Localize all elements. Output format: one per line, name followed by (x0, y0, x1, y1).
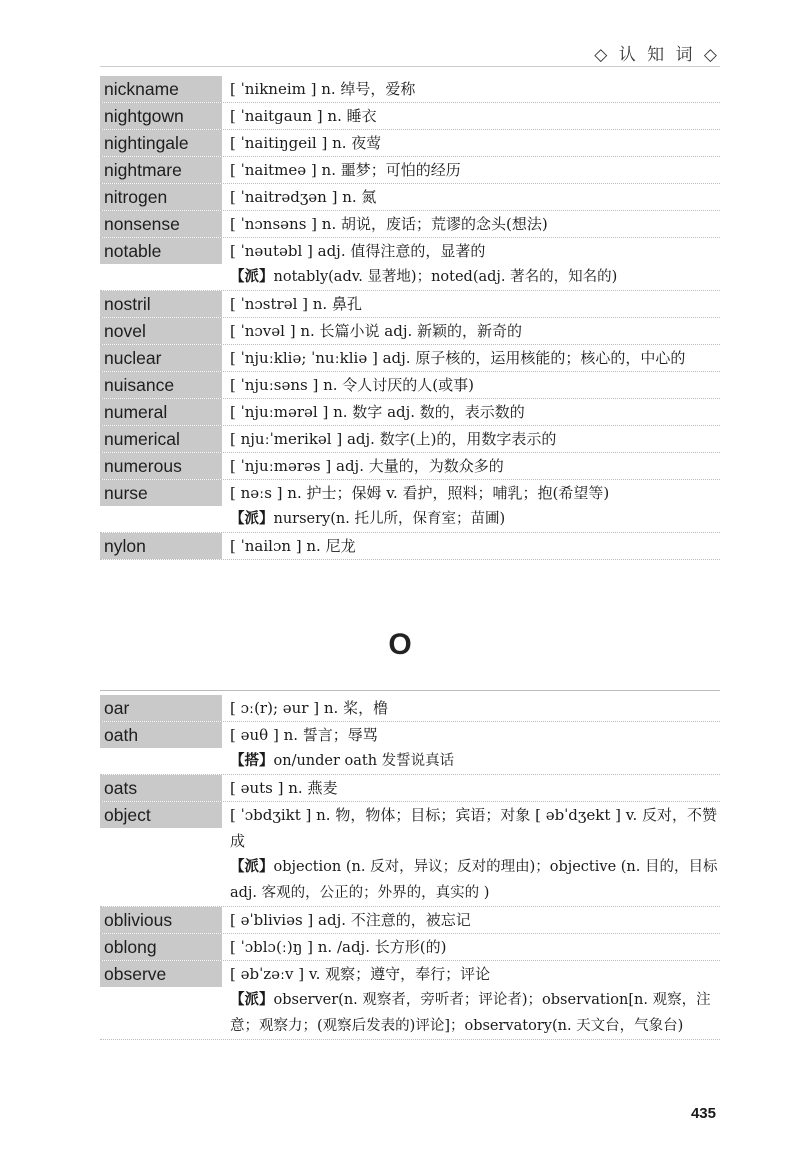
derivative-note (230, 854, 720, 906)
definition: [ ˈnikneim ] n. 绰号，爱称 (230, 80, 416, 98)
section-letter: O (388, 628, 412, 661)
entry-nostril (100, 291, 720, 318)
headword: numerical (100, 426, 222, 452)
definition: [ ˈnəutəbl ] adj. 值得注意的，显著的 (230, 242, 486, 260)
definition: [ ˈnɔvəl ] n. 长篇小说 adj. 新颖的，新奇的 (230, 322, 523, 340)
entry-nightgown (100, 103, 720, 130)
headword: nightingale (100, 130, 222, 156)
entry-oats (100, 775, 720, 802)
headword: nostril (100, 291, 222, 317)
derivative-tag: 【搭】 (230, 752, 274, 769)
headword: oar (100, 695, 222, 721)
headword: nuclear (100, 345, 222, 371)
derivative-note (230, 264, 720, 290)
definition: [ əˈbliviəs ] adj. 不注意的，被忘记 (230, 911, 471, 929)
headword: oblivious (100, 907, 222, 933)
entry-oath (100, 722, 720, 775)
definition: [ əuts ] n. 燕麦 (230, 779, 338, 797)
definition: [ ˈnɔnsəns ] n. 胡说，废话；荒谬的念头(想法) (230, 215, 548, 233)
entry-oblong (100, 934, 720, 961)
definition: [ ˈɔblɔ(ː)ŋ ] n. /adj. 长方形(的) (230, 938, 447, 956)
definition: [ ɔː(r); əur ] n. 桨，橹 (230, 699, 389, 717)
entry-nuisance (100, 372, 720, 399)
entry-object (100, 802, 720, 907)
definition: [ əbˈzəːv ] v. 观察；遵守，奉行；评论 (230, 965, 491, 983)
entry-nightingale (100, 130, 720, 157)
headword: notable (100, 238, 222, 264)
entry-oar (100, 695, 720, 722)
definition: [ nəːs ] n. 护士；保姆 v. 看护，照料；哺乳；抱(希望等) (230, 484, 610, 502)
entry-notable (100, 238, 720, 291)
entry-nitrogen (100, 184, 720, 211)
headword: nurse (100, 480, 222, 506)
definition: [ ˈnaitrədʒən ] n. 氮 (230, 188, 377, 206)
entry-nuclear (100, 345, 720, 372)
definition: [ ˈnjuːmərəl ] n. 数字 adj. 数的，表示数的 (230, 403, 525, 421)
entry-numerous (100, 453, 720, 480)
headword: observe (100, 961, 222, 987)
page-number: 435 (690, 1105, 716, 1122)
derivative-note (230, 987, 720, 1039)
entry-novel (100, 318, 720, 345)
entry-nurse (100, 480, 720, 533)
entry-nylon (100, 533, 720, 560)
definition: [ ˈnjuːsəns ] n. 令人讨厌的人(或事) (230, 376, 474, 394)
headword: nightgown (100, 103, 222, 129)
headword: oblong (100, 934, 222, 960)
derivative-tag: 【派】 (230, 268, 274, 285)
derivative-tag: 【派】 (230, 858, 274, 875)
derivative-note (230, 506, 720, 532)
definition: [ njuːˈmerikəl ] adj. 数字(上)的，用数字表示的 (230, 430, 557, 448)
definition: [ ˈnaitiŋgeil ] n. 夜莺 (230, 134, 382, 152)
derivative-text: observer(n. 观察者，旁听者；评论者)；observation[n. 观察，注意；观察力；(观察后发表的)评论]；observatory(n. 天文台，气象台) (230, 992, 711, 1034)
definition: [ ˈnaitmeə ] n. 噩梦；可怕的经历 (230, 161, 461, 179)
entry-observe (100, 961, 720, 1040)
headword: object (100, 802, 222, 828)
entry-numerical (100, 426, 720, 453)
page-header: ◇ 认 知 词 ◇ (594, 45, 720, 65)
entry-oblivious (100, 907, 720, 934)
section-rule (100, 690, 720, 691)
headword: novel (100, 318, 222, 344)
definition: [ ˈnaitgaun ] n. 睡衣 (230, 107, 377, 125)
definition: [ ˈnɔstrəl ] n. 鼻孔 (230, 295, 362, 313)
definition: [ əuθ ] n. 誓言；辱骂 (230, 726, 378, 744)
entry-nightmare (100, 157, 720, 184)
headword: nonsense (100, 211, 222, 237)
headword: nightmare (100, 157, 222, 183)
derivative-text: notably(adv. 显著地)；noted(adj. 著名的，知名的) (273, 269, 618, 285)
headword: oath (100, 722, 222, 748)
entry-nonsense (100, 211, 720, 238)
headword: oats (100, 775, 222, 801)
headword: numerous (100, 453, 222, 479)
headword: nickname (100, 76, 222, 102)
headword: nuisance (100, 372, 222, 398)
entry-nickname (100, 76, 720, 103)
header-rule (100, 66, 720, 67)
derivative-text: on/under oath 发誓说真话 (273, 753, 455, 769)
derivative-text: objection (n. 反对，异议；反对的理由)；objective (n. 目的，目标 adj. 客观的，公正的；外界的，真实的 ) (230, 859, 718, 901)
entry-numeral (100, 399, 720, 426)
definition: [ ˈnjuːmərəs ] adj. 大量的，为数众多的 (230, 457, 504, 475)
derivative-tag: 【派】 (230, 510, 274, 527)
headword: nylon (100, 533, 222, 559)
definition: [ ˈnjuːkliə; ˈnuːkliə ] adj. 原子核的，运用核能的；核心的，中心的 (230, 349, 686, 367)
n-entries-section (100, 76, 720, 560)
headword: numeral (100, 399, 222, 425)
definition: [ ˈɔbdʒikt ] n. 物，物体；目标；宾语；对象 [ əbˈdʒekt ] v. 反对，不赞成 (230, 806, 717, 850)
derivative-tag: 【派】 (230, 991, 274, 1008)
derivative-text: nursery(n. 托儿所，保育室；苗圃) (273, 511, 506, 527)
derivative-note (230, 748, 720, 774)
o-entries-section (100, 695, 720, 1040)
definition: [ ˈnailɔn ] n. 尼龙 (230, 537, 356, 555)
headword: nitrogen (100, 184, 222, 210)
